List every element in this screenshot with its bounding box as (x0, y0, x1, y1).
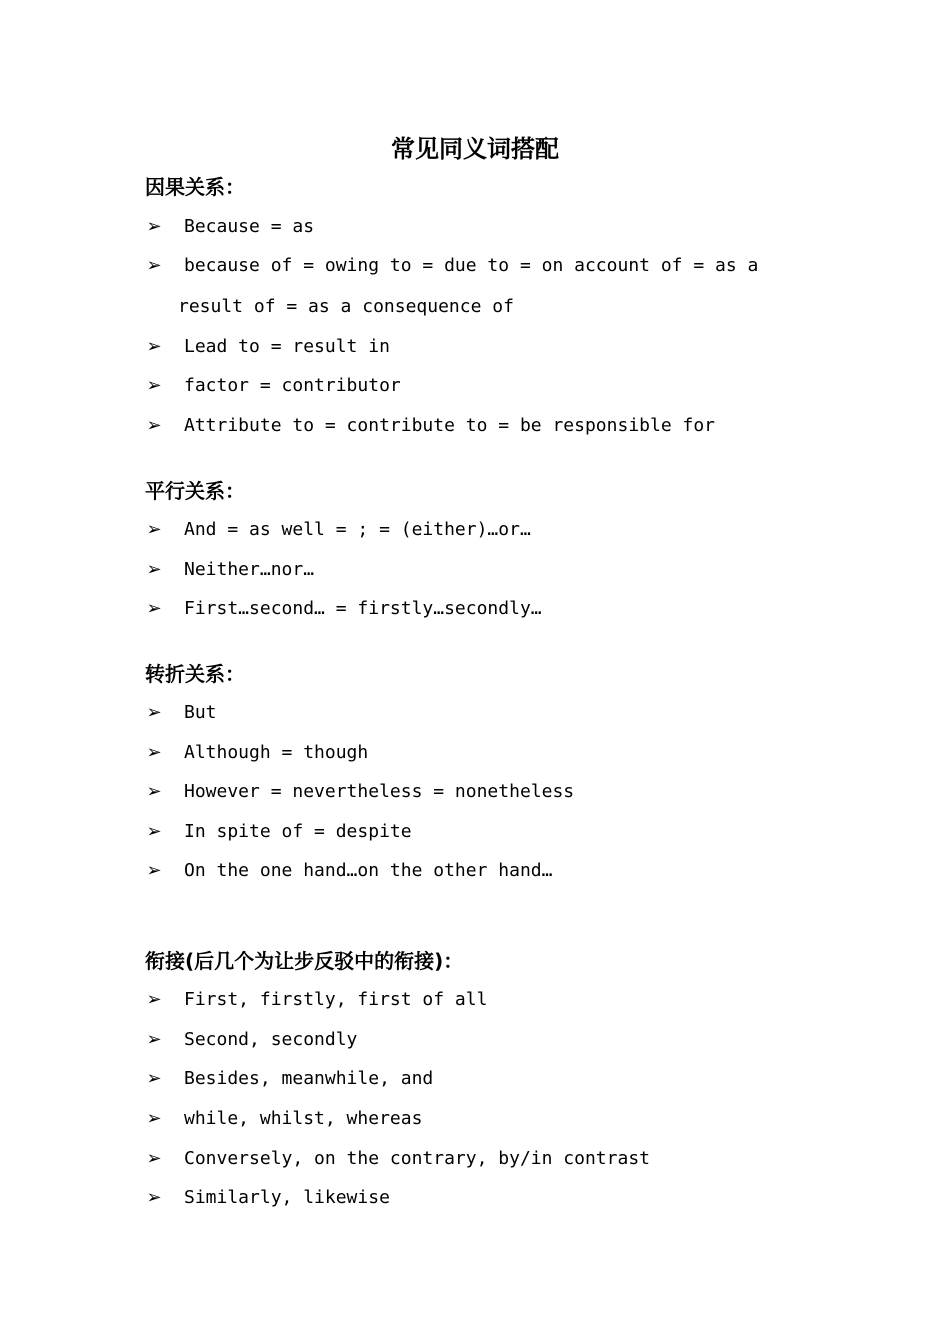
list-item-continuation: result of = as a consequence of (178, 296, 514, 317)
arrow-bullet-icon: ➢ (146, 1108, 162, 1129)
arrow-bullet-icon: ➢ (146, 702, 162, 723)
arrow-bullet-icon: ➢ (146, 860, 162, 881)
arrow-bullet-icon: ➢ (146, 1068, 162, 1089)
list-item-text: Second, secondly (184, 1029, 358, 1050)
list-item-text: Although = though (184, 742, 369, 763)
arrow-bullet-icon: ➢ (146, 1148, 162, 1169)
arrow-bullet-icon: ➢ (146, 781, 162, 802)
list-item-text: Similarly, likewise (184, 1187, 390, 1208)
arrow-bullet-icon: ➢ (146, 1029, 162, 1050)
list-item-text: But (184, 702, 217, 723)
list-item-text: However = nevertheless = nonetheless (184, 781, 575, 802)
list-item-text: First, firstly, first of all (184, 989, 488, 1010)
arrow-bullet-icon: ➢ (146, 821, 162, 842)
arrow-bullet-icon: ➢ (146, 559, 162, 580)
arrow-bullet-icon: ➢ (146, 989, 162, 1010)
section-heading-cohesion: 衔接(后几个为让步反驳中的衔接)： (145, 949, 464, 973)
list-item-text: because of = owing to = due to = on account of = as a (184, 255, 759, 276)
arrow-bullet-icon: ➢ (146, 415, 162, 436)
list-item-text: Because = as (184, 216, 315, 237)
list-item-text: On the one hand…on the other hand… (184, 860, 553, 881)
section-heading-cause-effect: 因果关系： (145, 175, 245, 199)
list-item-text: factor = contributor (184, 375, 401, 396)
arrow-bullet-icon: ➢ (146, 255, 162, 276)
list-item-text: First…second… = firstly…secondly… (184, 598, 542, 619)
arrow-bullet-icon: ➢ (146, 216, 162, 237)
page-title: 常见同义词搭配 (391, 134, 559, 163)
section-heading-contrast: 转折关系： (145, 662, 245, 686)
arrow-bullet-icon: ➢ (146, 742, 162, 763)
section-heading-parallel: 平行关系： (145, 479, 245, 503)
list-item-text: In spite of = despite (184, 821, 412, 842)
arrow-bullet-icon: ➢ (146, 1187, 162, 1208)
list-item-text: Conversely, on the contrary, by/in contrast (184, 1148, 650, 1169)
arrow-bullet-icon: ➢ (146, 375, 162, 396)
list-item-text: while, whilst, whereas (184, 1108, 423, 1129)
list-item-text: Lead to = result in (184, 336, 390, 357)
list-item-text: Besides, meanwhile, and (184, 1068, 434, 1089)
arrow-bullet-icon: ➢ (146, 519, 162, 540)
list-item-text: And = as well = ; = (either)…or… (184, 519, 531, 540)
list-item-text: Neither…nor… (184, 559, 315, 580)
arrow-bullet-icon: ➢ (146, 598, 162, 619)
arrow-bullet-icon: ➢ (146, 336, 162, 357)
list-item-text: Attribute to = contribute to = be responsible for (184, 415, 716, 436)
